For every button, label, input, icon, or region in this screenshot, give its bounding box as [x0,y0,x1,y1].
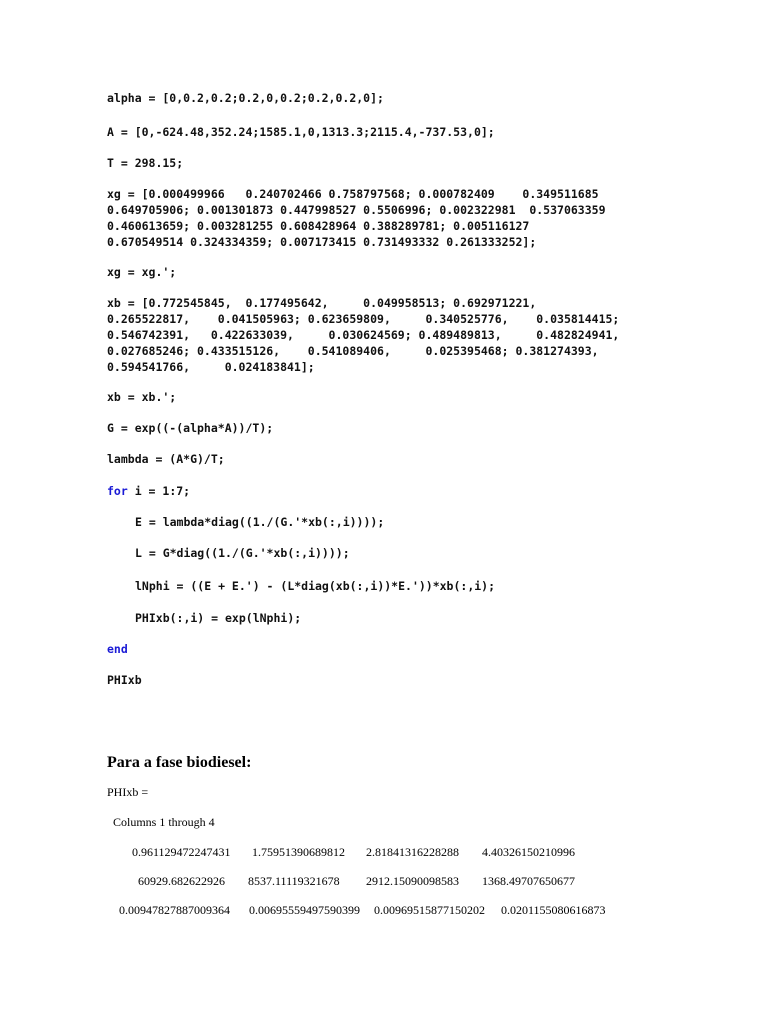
keyword-end: end [107,642,128,656]
keyword-for: for [107,484,128,498]
for-range: i = 1:7; [127,484,191,498]
code-lnphi: lNphi = ((E + E.') - (L*diag(xb(:,i))*E.'))*xb(:,i); [135,579,496,593]
matrix-cell: 0.00969515877150202 [374,903,485,917]
matrix-cell: 2.81841316228288 [366,845,459,859]
code-temperature: T = 298.15; [107,156,184,170]
section-heading: Para a fase biodiesel: [107,754,252,771]
code-g: G = exp((-(alpha*A))/T); [107,421,274,435]
code-a-matrix: A = [0,-624.48,352.24;1585.1,0,1313.3;2115.4,-737.53,0]; [107,125,495,139]
matrix-cell: 2912.15090098583 [366,874,459,888]
matrix-cell: 1.75951390689812 [252,845,345,859]
matrix-cell: 1368.49707650677 [482,874,575,888]
code-xb-line: 0.265522817, 0.041505963; 0.623659809, 0.340525776, 0.035814415; [107,312,620,326]
matrix-cell: 0.0201155080616873 [501,903,606,917]
columns-label: Columns 1 through 4 [113,815,215,829]
matrix-cell: 8537.11119321678 [248,874,340,888]
result-label: PHIxb = [107,785,149,799]
code-xg-transpose: xg = xg.'; [107,265,177,279]
code-phixb-display: PHIxb [107,673,142,687]
code-xb-line: 0.594541766, 0.024183841]; [107,360,315,374]
code-xb-line: 0.546742391, 0.422633039, 0.030624569; 0.489489813, 0.482824941, [107,328,620,342]
matrix-cell: 0.00947827887009364 [119,903,230,917]
matrix-cell: 60929.682622926 [138,874,225,888]
code-for-loop [107,483,727,499]
code-xg-line: xg = [0.000499966 0.240702466 0.758797568; 0.000782409 0.349511685 [107,187,599,201]
matrix-cell: 0.00695559497590399 [249,903,360,917]
code-alpha: alpha = [0,0.2,0.2;0.2,0,0.2;0.2,0.2,0]; [107,91,384,105]
matrix-cell: 0.961129472247431 [132,845,231,859]
code-phixb-assign: PHIxb(:,i) = exp(lNphi); [135,611,302,625]
code-xg-line: 0.649705906; 0.001301873 0.447998527 0.5506996; 0.002322981 0.537063359 [107,203,606,217]
matrix-cell: 4.40326150210996 [482,845,575,859]
code-xb-line: 0.027685246; 0.433515126, 0.541089406, 0.025395468; 0.381274393, [107,344,599,358]
code-xg-line: 0.670549514 0.324334359; 0.007173415 0.731493332 0.261333252]; [107,235,537,249]
code-lambda: lambda = (A*G)/T; [107,452,225,466]
code-l: L = G*diag((1./(G.'*xb(:,i)))); [135,546,350,560]
code-xb-line: xb = [0.772545845, 0.177495642, 0.049958513; 0.692971221, [107,296,537,310]
code-e: E = lambda*diag((1./(G.'*xb(:,i)))); [135,515,385,529]
code-xg-line: 0.460613659; 0.003281255 0.608428964 0.388289781; 0.005116127 [107,219,530,233]
code-xb-transpose: xb = xb.'; [107,390,177,404]
